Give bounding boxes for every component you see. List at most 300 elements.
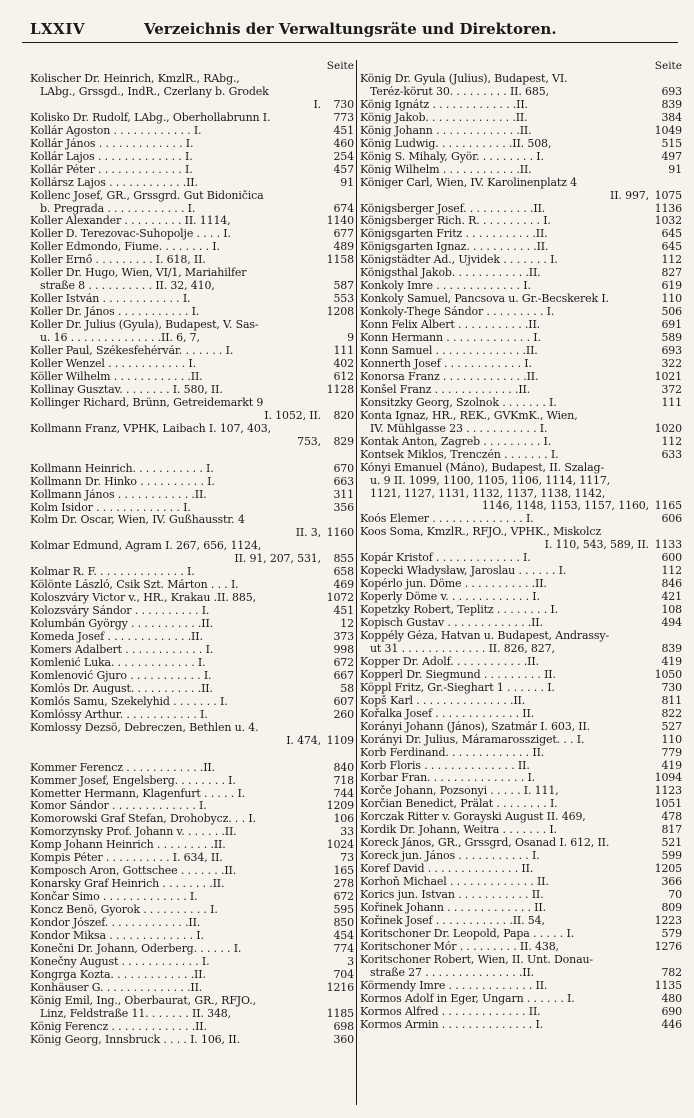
entry-page [649, 73, 682, 86]
entry-text: I. 1052, II. [264, 409, 321, 422]
entry-text: u. 16 . . . . . . . . . . . . . .II. 6, 7, [40, 332, 200, 345]
entry-page: 822 [661, 707, 682, 720]
entry-text: Körmendy Imre . . . . . . . . . . . . . II. [360, 979, 548, 992]
entry-page: 421 [661, 591, 682, 604]
entry-text: Koreck jun. János . . . . . . . . . . . I. [360, 850, 540, 863]
entry-text: König Ignátz . . . . . . . . . . . . .II. [360, 98, 528, 111]
entry-page: 70 [668, 889, 682, 902]
entry-text: Koppély Géza, Hatvan u. Budapest, Andrassy- [360, 629, 610, 642]
entry-text: Kormos Armin . . . . . . . . . . . . . . I. [360, 1018, 544, 1031]
index-entry [30, 605, 354, 618]
entry-text: König Georg, Innsbruck . . . . I. 106, II. [30, 1033, 240, 1046]
entry-text: u. 9 II. 1099, 1100, 1105, 1106, 1114, 1117, [370, 474, 611, 487]
entry-page: 112 [661, 435, 682, 448]
index-entry [360, 500, 682, 513]
entry-page: 645 [661, 228, 682, 241]
entry-page: 1135 [654, 979, 682, 992]
index-columns [22, 60, 682, 1105]
entry-page: 457 [333, 163, 354, 176]
entry-page: 373 [333, 631, 354, 644]
entry-page [321, 722, 354, 735]
entry-page: 451 [333, 605, 354, 618]
entry-page: 1051 [654, 798, 682, 811]
entry-page: 672 [333, 891, 354, 904]
index-entry [360, 967, 682, 980]
index-entry [360, 73, 682, 86]
entry-page: 811 [661, 694, 682, 707]
index-entry [30, 345, 354, 358]
entry-page: 111 [661, 396, 682, 409]
entry-page: 1276 [654, 940, 682, 953]
index-entry [30, 670, 354, 683]
entry-page: 366 [661, 876, 682, 889]
index-entry [360, 99, 682, 112]
index-entry [30, 969, 354, 982]
entry-text: Korányi Dr. Julius, Máramarossziget. . . I. [360, 733, 585, 746]
index-entry [360, 410, 682, 423]
entry-text: Komor Sándor . . . . . . . . . . . . . I. [30, 800, 207, 813]
entry-text: König Dr. Gyula (Julius), Budapest, VI. [360, 73, 568, 85]
entry-page: 527 [661, 720, 682, 733]
index-entry [30, 228, 354, 241]
entry-page: 846 [661, 578, 682, 591]
entry-page: 693 [661, 345, 682, 358]
entry-text: Komp Johann Heinrich . . . . . . . . .II. [30, 839, 226, 852]
entry-page: 829 [333, 435, 354, 448]
entry-page [321, 267, 354, 280]
entry-page: 827 [661, 267, 682, 280]
entry-text: Kolumbán György . . . . . . . . . . .II. [30, 618, 214, 631]
index-entry [30, 930, 354, 943]
index-entry [360, 734, 682, 747]
entry-page: 817 [661, 824, 682, 837]
entry-page: 110 [661, 733, 682, 746]
index-entry [30, 826, 354, 839]
entry-text: Königsberger Rich. R. . . . . . . . . . I. [360, 215, 551, 228]
index-entry [30, 904, 354, 917]
entry-page: 1109 [326, 734, 354, 747]
entry-text: Kommer Josef, Engelsberg. . . . . . . . I. [30, 774, 236, 787]
entry-text: Koller Dr. János . . . . . . . . . . . I. [30, 306, 200, 319]
entry-text: Kollinay Gusztav. . . . . . . . I. 580, II. [30, 383, 223, 396]
index-entry [30, 722, 354, 735]
index-entry [30, 99, 354, 112]
entry-page: 600 [661, 552, 682, 565]
entry-page: 782 [661, 966, 682, 979]
entry-text: Kollár János . . . . . . . . . . . . . I. [30, 137, 194, 150]
entry-page: 744 [333, 787, 354, 800]
entry-text: Konarsky Graf Heinrich . . . . . . . .II. [30, 878, 225, 891]
entry-page: 850 [333, 917, 354, 930]
right-column-heading: Seite [654, 60, 682, 72]
entry-text: 753, [297, 435, 321, 448]
index-entry [30, 267, 354, 280]
entry-page [649, 630, 682, 643]
entry-page: 1140 [326, 215, 354, 228]
entry-page: 606 [661, 513, 682, 526]
entry-text: Königsgarten Ignaz. . . . . . . . . . .II. [360, 241, 549, 254]
entry-page: 1021 [654, 370, 682, 383]
entry-text: Končar Simo . . . . . . . . . . . . . I. [30, 891, 198, 904]
entry-page: 384 [661, 111, 682, 124]
index-entry [30, 514, 354, 527]
entry-page: 663 [333, 475, 354, 488]
right-column [360, 60, 682, 1105]
entry-text: Kopecki Władysław, Jaroslau . . . . . . I. [360, 565, 567, 578]
entry-text: Komlenić Luka. . . . . . . . . . . . . I. [30, 656, 206, 669]
entry-text: Koritschoner Mór . . . . . . . . . II. 438, [360, 940, 559, 953]
index-entry [30, 683, 354, 696]
entry-text: Kónyi Emanuel (Máno), Budapest, II. Szalag- [360, 461, 605, 474]
entry-page: 1136 [654, 202, 682, 215]
entry-page: 106 [333, 813, 354, 826]
entry-page: 3 [347, 955, 354, 968]
entry-page: 1133 [654, 539, 682, 552]
entry-page: 33 [340, 826, 354, 839]
index-entry [360, 241, 682, 254]
entry-page [649, 526, 682, 539]
entry-text: II. 3, [295, 527, 321, 540]
entry-text: Korbar Fran. . . . . . . . . . . . . . . I. [360, 772, 535, 785]
entry-text: Kollár Péter . . . . . . . . . . . . . I. [30, 163, 193, 176]
entry-text: Kořinek Josef . . . . . . . . . . . .II. 54, [360, 914, 545, 927]
entry-page: 489 [333, 241, 354, 254]
entry-page: 840 [333, 761, 354, 774]
entry-page: 478 [661, 811, 682, 824]
entry-page: 998 [333, 643, 354, 656]
entry-page [649, 954, 682, 967]
index-entry [30, 917, 354, 930]
entry-text: Kompis Péter . . . . . . . . . . I. 634, II. [30, 852, 223, 865]
entry-page: 278 [333, 878, 354, 891]
entry-text: Kollmann János . . . . . . . . . . . .II. [30, 488, 207, 501]
index-entry [360, 86, 682, 99]
entry-page: 1123 [654, 785, 682, 798]
entry-text: Köller Wilhelm . . . . . . . . . . . .II. [30, 370, 203, 383]
index-entry [30, 254, 354, 267]
entry-page: 419 [661, 655, 682, 668]
entry-page: 1024 [326, 839, 354, 852]
entry-page: 774 [333, 942, 354, 955]
entry-page: 322 [661, 357, 682, 370]
entry-page: 553 [333, 293, 354, 306]
index-entry [30, 73, 354, 86]
entry-page: 254 [333, 150, 354, 163]
entry-text: Kolm Dr. Oscar, Wien, IV. Gußhausstr. 4 [30, 514, 245, 527]
index-entry [30, 813, 354, 826]
index-entry [360, 604, 682, 617]
entry-page: 402 [333, 357, 354, 370]
index-entry [360, 436, 682, 449]
entry-text: Kollársz Lajos . . . . . . . . . . . .II. [30, 176, 198, 189]
entry-text: Komers Adalbert . . . . . . . . . . . . I. [30, 643, 214, 656]
index-entry [360, 358, 682, 371]
entry-text: Koritschoner Robert, Wien, II. Unt. Donau- [360, 953, 593, 966]
index-entry [360, 643, 682, 656]
entry-page [321, 397, 354, 410]
index-entry [30, 502, 354, 515]
index-entry [360, 138, 682, 151]
index-entry [360, 397, 682, 410]
index-entry [360, 267, 682, 280]
entry-text: Königsberger Josef. . . . . . . . . . .II. [360, 202, 546, 215]
entry-text: Kormos Adolf in Eger, Ungarn . . . . . . I. [360, 992, 575, 1005]
entry-text: Königsthal Jakob. . . . . . . . . . . .II. [360, 267, 541, 280]
index-entry [30, 995, 354, 1008]
index-entry [30, 852, 354, 865]
entry-page: 1128 [326, 383, 354, 396]
entry-text: Koller Edmondo, Fiume. . . . . . . . I. [30, 241, 220, 254]
index-entry [360, 798, 682, 811]
index-entry [360, 656, 682, 669]
entry-page [649, 462, 682, 475]
entry-page: 110 [661, 293, 682, 306]
index-entry [30, 410, 354, 423]
index-entry [30, 241, 354, 254]
entry-page: 672 [333, 656, 354, 669]
entry-page: 1072 [326, 592, 354, 605]
entry-text: Konhäuser G. . . . . . . . . . . . . .II. [30, 981, 203, 994]
entry-text: Kometter Hermann, Klagenfurt . . . . . I. [30, 787, 246, 800]
entry-page [321, 319, 354, 332]
entry-text: Kolmar Edmund, Agram I. 267, 656, 1124, [30, 540, 262, 553]
index-entry [30, 306, 354, 319]
entry-page: 718 [333, 774, 354, 787]
entry-page [321, 540, 354, 553]
entry-spacer [30, 748, 354, 762]
entry-text: Komlossy Dezsö, Debreczen, Bethlen u. 4. [30, 721, 259, 734]
entry-page: 1165 [654, 500, 682, 513]
entry-text: Korczak Ritter v. Gorayski August II. 469, [360, 811, 586, 824]
index-entry [360, 371, 682, 384]
entry-text: Kordik Dr. Johann, Weitra . . . . . . . I. [360, 824, 557, 837]
index-entry [30, 1008, 354, 1021]
entry-page: 645 [661, 241, 682, 254]
index-page [22, 8, 682, 1108]
entry-text: Korics jun. Istvan . . . . . . . . . . . II. [360, 889, 544, 902]
index-entry [30, 553, 354, 566]
index-entry [30, 579, 354, 592]
right-entries [360, 73, 682, 1032]
entry-text: Kolozsváry Sándor . . . . . . . . . . I. [30, 605, 210, 618]
entry-page: 579 [661, 927, 682, 940]
entry-page: 595 [333, 904, 354, 917]
entry-page: 9 [347, 332, 354, 345]
entry-text: Konečny August . . . . . . . . . . . . I. [30, 955, 210, 968]
entry-page: 698 [333, 1020, 354, 1033]
index-entry [30, 956, 354, 969]
index-entry [360, 552, 682, 565]
entry-page: 1020 [654, 422, 682, 435]
entry-text: Konšel Franz . . . . . . . . . . . . .II. [360, 383, 531, 396]
entry-page: 607 [333, 695, 354, 708]
index-entry [360, 306, 682, 319]
index-entry [30, 177, 354, 190]
entry-text: Kollenc Josef, GR., Grssgrd. Gut Bidoničica [30, 189, 264, 202]
index-entry [30, 423, 354, 436]
entry-text: II. 91, 207, 531, [234, 553, 321, 566]
entry-page: 356 [333, 501, 354, 514]
index-entry [360, 863, 682, 876]
entry-text: Königstädter Ad., Ujvidek . . . . . . . I. [360, 254, 558, 267]
index-entry [30, 696, 354, 709]
index-entry [360, 876, 682, 889]
entry-text: König Ferencz . . . . . . . . . . . . .II. [30, 1020, 207, 1033]
entry-text: Konsitzky Georg, Szolnok . . . . . . . I. [360, 396, 557, 409]
index-entry [30, 788, 354, 801]
entry-text: straße 27 . . . . . . . . . . . . . . .II. [370, 966, 535, 979]
entry-page [321, 190, 354, 203]
column-divider [356, 60, 357, 1105]
index-entry [30, 332, 354, 345]
entry-text: Teréz-körut 30. . . . . . . . . II. 685, [370, 85, 549, 98]
index-entry [360, 1019, 682, 1032]
entry-page: 372 [661, 383, 682, 396]
index-entry [360, 578, 682, 591]
entry-text: Kondor Miksa . . . . . . . . . . . . . I. [30, 930, 204, 942]
index-entry [360, 980, 682, 993]
left-column-heading: Seite [326, 60, 354, 72]
entry-page: 612 [333, 370, 354, 383]
index-entry [30, 203, 354, 216]
index-entry [360, 462, 682, 475]
entry-text: König Johann . . . . . . . . . . . . .II. [360, 124, 532, 137]
index-entry [30, 800, 354, 813]
index-entry [360, 850, 682, 863]
entry-text: Kolmar R. F. . . . . . . . . . . . . . I. [30, 566, 195, 579]
entry-text: IV. Mühlgasse 23 . . . . . . . . . . . I. [370, 422, 548, 435]
index-entry [360, 993, 682, 1006]
entry-text: Kolm Isidor . . . . . . . . . . . . . I. [30, 501, 191, 514]
entry-text: Kopetzky Robert, Teplitz . . . . . . . . I. [360, 604, 558, 617]
entry-page: 1158 [326, 254, 354, 267]
index-entry [30, 112, 354, 125]
index-entry [30, 592, 354, 605]
index-entry [360, 954, 682, 967]
entry-page: 515 [661, 137, 682, 150]
entry-page: 658 [333, 566, 354, 579]
entry-page [321, 73, 354, 86]
entry-text: Korhoň Michael . . . . . . . . . . . . . II. [360, 876, 549, 889]
entry-page: 497 [661, 150, 682, 163]
entry-text: Koref David . . . . . . . . . . . . . . II. [360, 863, 534, 876]
entry-page: 1050 [654, 668, 682, 681]
index-entry [360, 811, 682, 824]
entry-page: 820 [333, 409, 354, 422]
entry-page: 839 [661, 98, 682, 111]
index-entry [30, 280, 354, 293]
entry-page: 454 [333, 930, 354, 942]
entry-page: 112 [661, 565, 682, 578]
entry-page: 690 [661, 1005, 682, 1018]
index-entry [360, 423, 682, 436]
entry-text: Linz, Feldstraße 11. . . . . . . II. 348, [40, 1007, 232, 1020]
page-header [22, 8, 678, 43]
index-entry [30, 775, 354, 788]
entry-text: LAbg., Grssgd., IndR., Czerlany b. Grodek [40, 85, 269, 98]
entry-page: 704 [333, 968, 354, 981]
index-entry [360, 526, 682, 539]
entry-page [649, 488, 682, 501]
entry-text: Koos Soma, KmzlR., RFJO., VPHK., Miskolcz [360, 526, 602, 539]
entry-page [321, 423, 354, 436]
index-entry [30, 1034, 354, 1047]
entry-text: Kořalka Josef . . . . . . . . . . . . . II. [360, 707, 535, 720]
index-entry [360, 630, 682, 643]
entry-text: Kormos Alfred . . . . . . . . . . . . . II. [360, 1005, 541, 1018]
left-column [30, 60, 354, 1105]
index-entry [30, 125, 354, 138]
index-entry [360, 190, 682, 203]
index-entry [30, 371, 354, 384]
entry-page: 589 [661, 332, 682, 345]
entry-page: 667 [333, 669, 354, 682]
entry-text: König Jakob. . . . . . . . . . . . . .II. [360, 111, 528, 124]
index-entry [360, 513, 682, 526]
entry-text: Kollár Lajos . . . . . . . . . . . . . I. [30, 150, 193, 163]
entry-text: Kondor Jószef. . . . . . . . . . . . .II. [30, 917, 201, 930]
entry-text: Kollmann Franz, VPHK, Laibach I. 107, 403, [30, 422, 271, 435]
entry-text: Kořinek Johann . . . . . . . . . . . . . II. [360, 902, 546, 914]
index-entry [360, 928, 682, 941]
entry-text: Koller D. Terezovac-Suhopolje . . . . I. [30, 228, 231, 241]
entry-page: 108 [661, 604, 682, 617]
index-entry [30, 151, 354, 164]
entry-text: Komposch Aron, Gottschee . . . . . . .II. [30, 865, 237, 878]
entry-text: Kopár Kristof . . . . . . . . . . . . . I. [360, 552, 531, 565]
index-entry [360, 889, 682, 902]
entry-text: König Emil, Ing., Oberbaurat, GR., RFJO., [30, 994, 256, 1007]
entry-page: 839 [661, 642, 682, 655]
index-entry [360, 345, 682, 358]
entry-text: Königer Carl, Wien, IV. Karolinenplatz 4 [360, 176, 577, 189]
index-entry [30, 527, 354, 540]
entry-text: Komlóssy Arthur. . . . . . . . . . . . I. [30, 708, 208, 721]
page-title: Verzeichnis der Verwaltungsräte und Direktoren. [144, 20, 557, 38]
index-entry [360, 837, 682, 850]
index-entry [360, 319, 682, 332]
index-entry [360, 1006, 682, 1019]
index-entry [30, 397, 354, 410]
entry-text: Komlós Samu, Szekelyhid . . . . . . . I. [30, 695, 228, 708]
entry-text: Koncz Benö, Gyorok . . . . . . . . . . I. [30, 904, 218, 917]
index-entry [30, 293, 354, 306]
index-entry [30, 631, 354, 644]
entry-page: 674 [333, 202, 354, 215]
entry-text: Konkoly Imre . . . . . . . . . . . . . I. [360, 280, 531, 293]
index-entry [360, 565, 682, 578]
entry-text: Konnerth Josef . . . . . . . . . . . . I. [360, 357, 532, 370]
index-entry [360, 747, 682, 760]
entry-page: 480 [661, 992, 682, 1005]
entry-text: Kölönte László, Csik Szt. Márton . . . I. [30, 579, 239, 592]
entry-page: 693 [661, 85, 682, 98]
entry-text: I. 110, 543, 589, II. [544, 539, 649, 552]
index-entry [360, 902, 682, 915]
entry-text: König Ludwig. . . . . . . . . . . .II. 508, [360, 137, 552, 150]
entry-text: König S. Mihaly, Györ. . . . . . . . . I. [360, 150, 544, 163]
index-entry [30, 319, 354, 332]
index-entry [360, 332, 682, 345]
index-entry [30, 489, 354, 502]
index-entry [30, 943, 354, 956]
index-entry [30, 138, 354, 151]
entry-page: 599 [661, 850, 682, 863]
entry-text: Koller Dr. Hugo, Wien, VI/1, Mariahilfer [30, 267, 247, 280]
index-entry [360, 215, 682, 228]
entry-page: 1032 [654, 215, 682, 228]
index-entry [360, 203, 682, 216]
